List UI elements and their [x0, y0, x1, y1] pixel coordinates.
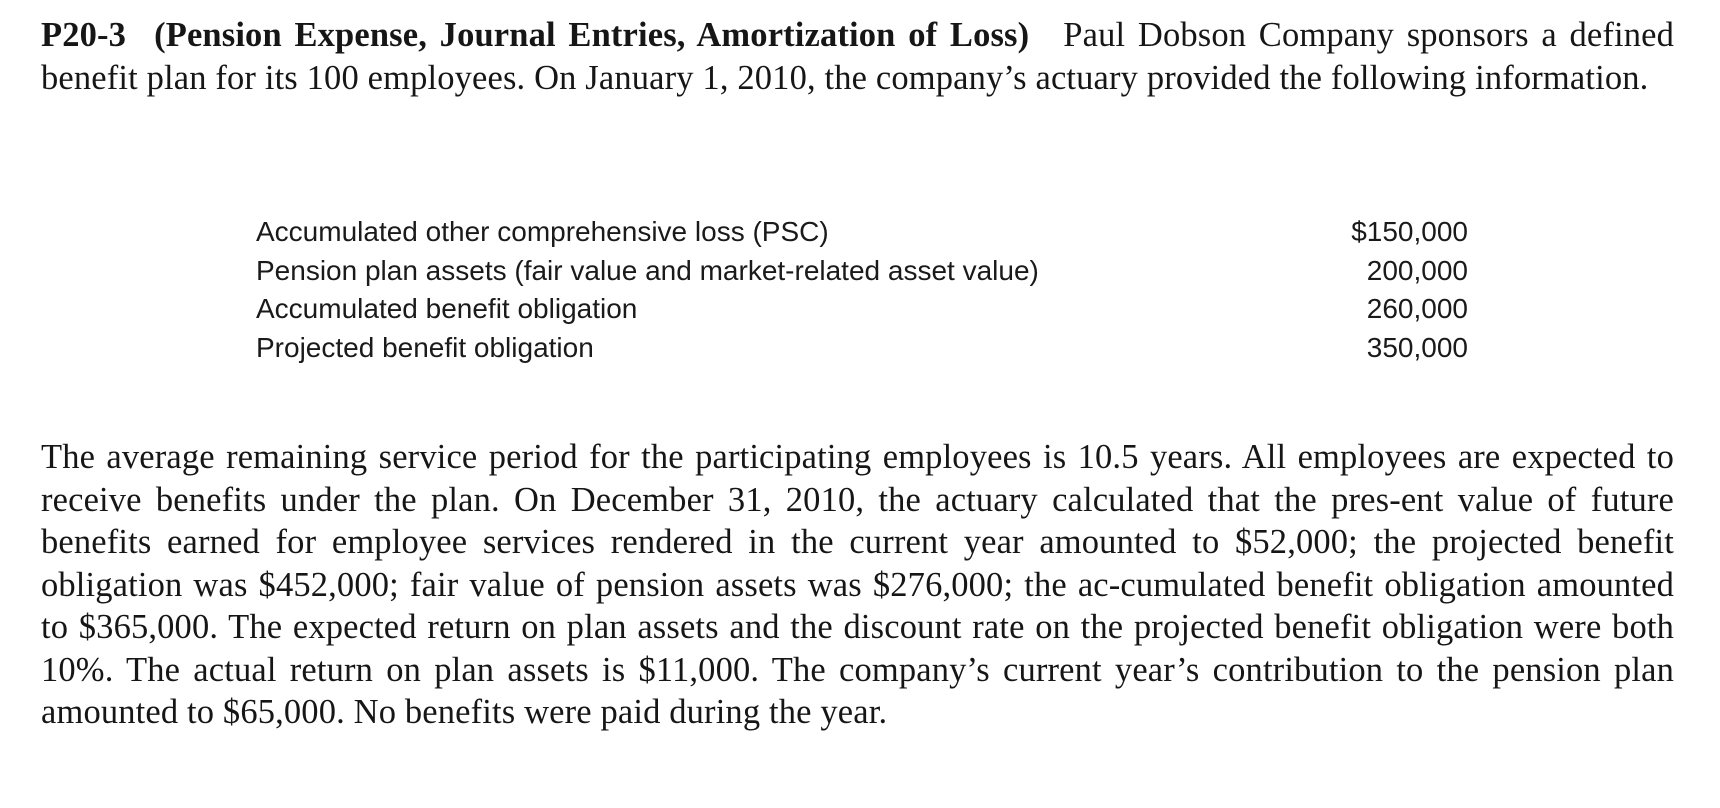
problem-title: (Pension Expense, Journal Entries, Amortization of Loss) — [154, 16, 1030, 54]
row-label: Projected benefit obligation — [256, 331, 594, 363]
table-row — [256, 213, 1468, 252]
row-label: Accumulated other comprehensive loss (PSC) — [256, 216, 829, 247]
row-label: Pension plan assets (fair value and market-related asset value) — [256, 254, 1039, 286]
row-value: 350,000 — [1366, 331, 1468, 363]
row-label: Accumulated benefit obligation — [256, 293, 638, 324]
problem-number: P20-3 — [41, 16, 127, 54]
actuary-data-table — [256, 213, 1468, 367]
row-value: $150,000 — [1351, 216, 1468, 247]
problem-body-paragraph: The average remaining service period for the participating employees is 10.5 years. All employees are expected to receive benefits under the plan. On December 31, 2010, the actuary calculated that the pres-ent value of future benefits earned for employee services rendered in the current year amounted to $52,000; the projected benefit obligation was $452,000; fair value of pension assets was $276,000; the ac-cumulated benefit obligation amounted to $365,000. The expected return on plan assets and the discount rate on the projected benefit obligation were both 10%. The actual return on plan assets is $11,000. The company’s current year’s contribution to the pension plan amounted to $65,000. No benefits were paid during the year. — [41, 438, 1674, 731]
row-value: 200,000 — [1366, 254, 1468, 286]
problem-intro-paragraph — [41, 14, 1674, 99]
table-row — [256, 329, 1468, 368]
table-row — [256, 290, 1468, 329]
row-value: 260,000 — [1366, 293, 1468, 324]
table-row — [256, 252, 1468, 291]
problem-intro-text: Paul Dobson Company sponsors a defined benefit plan for its 100 employees. On January 1, 2010, the company’s actuary provided the following information. — [41, 16, 1674, 97]
